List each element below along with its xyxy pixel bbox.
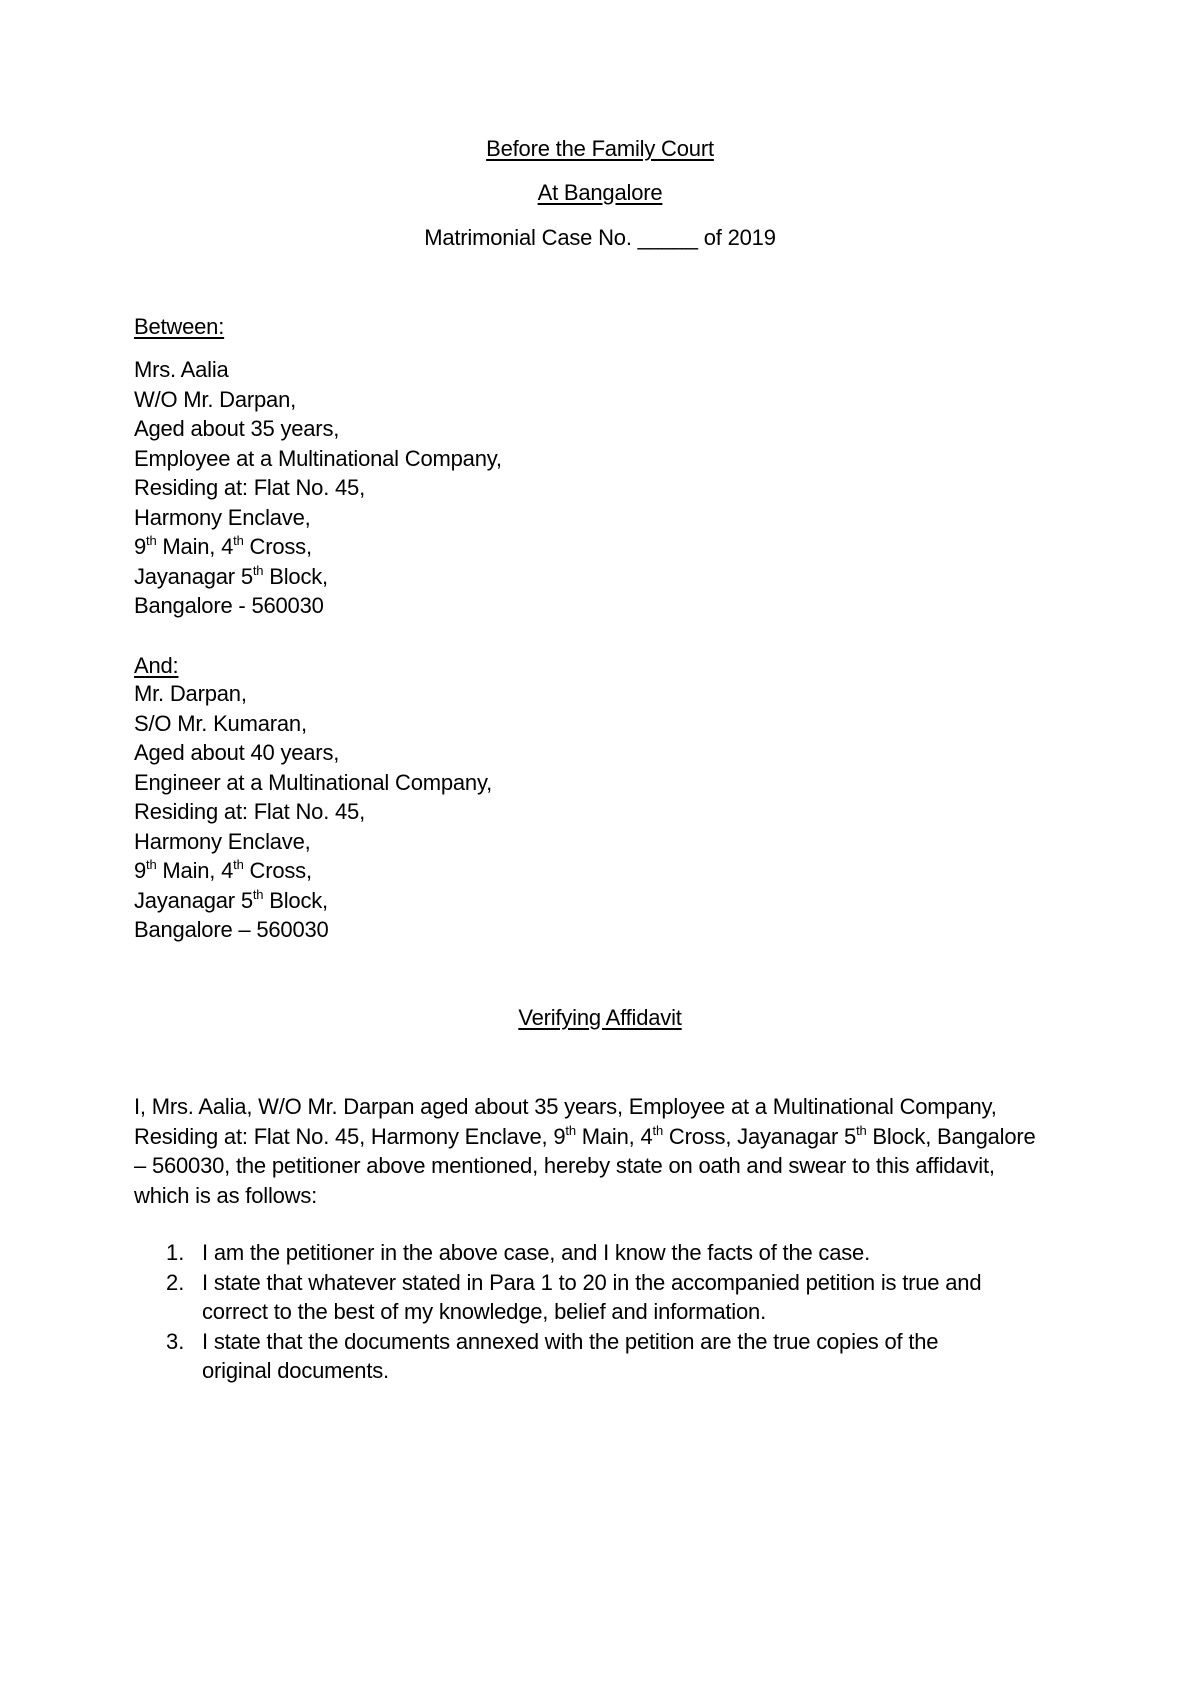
statement-text: I state that whatever stated in Para 1 to 20 in the accompanied petition is true and [202, 1269, 982, 1295]
statement-text: original documents. [202, 1358, 389, 1383]
intro-line [134, 1152, 995, 1180]
text-segment: Residing at: Flat No. 45, Harmony Enclave, 9 [134, 1123, 566, 1149]
respondent-line [134, 916, 329, 944]
petitioner-line [134, 563, 328, 591]
statement-text: correct to the best of my knowledge, belief and information. [202, 1299, 766, 1324]
intro-line [134, 1182, 317, 1210]
statement-text: I state that the documents annexed with the petition are the true copies of the [202, 1328, 939, 1354]
ordinal-suffix: th [856, 1122, 867, 1138]
text-segment: Cross, Jayanagar 5 [662, 1123, 857, 1149]
case-number-line [0, 224, 1200, 252]
text-segment: – 560030, the petitioner above mentioned, hereby state on oath and swear to this affidavit, [134, 1153, 995, 1178]
court-heading [0, 135, 1200, 163]
text-segment: Bangalore – 560030 [134, 917, 329, 942]
case-number-blank: _____ [637, 225, 698, 250]
respondent-line [134, 798, 365, 826]
ordinal-suffix: th [146, 857, 157, 872]
ordinal-suffix: th [233, 857, 244, 872]
text-segment: Main, 4 [575, 1123, 653, 1149]
court-heading-text: Before the Family Court [486, 136, 714, 161]
text-segment: Aged about 35 years, [134, 416, 340, 441]
ordinal-suffix: th [652, 1122, 663, 1138]
petitioner-line [134, 386, 296, 414]
between-heading-text: Between: [134, 314, 225, 339]
text-segment: Aged about 40 years, [134, 740, 340, 765]
ordinal-suffix: th [252, 562, 264, 578]
respondent-line [134, 739, 339, 767]
statement-number: 2. [166, 1269, 185, 1295]
text-segment: Residing at: Flat No. 45, [134, 475, 366, 500]
intro-line [134, 1093, 997, 1121]
petitioner-line [134, 474, 365, 502]
text-segment: Jayanagar 5 [134, 563, 253, 589]
petitioner-line [134, 356, 229, 384]
ordinal-suffix: th [252, 886, 264, 902]
statement-number: 1. [166, 1240, 185, 1265]
respondent-line [134, 769, 492, 797]
text-segment: which is as follows: [134, 1182, 318, 1208]
text-segment: 9 [134, 858, 147, 883]
text-segment: Mrs. Aalia [134, 357, 229, 382]
between-heading [134, 313, 224, 341]
text-segment: Block, [263, 563, 328, 589]
text-segment: 9 [134, 534, 147, 559]
text-segment: Engineer at a Multinational Company, [134, 769, 493, 795]
affidavit-title [0, 1004, 1200, 1032]
text-segment: W/O Mr. Darpan, [134, 386, 297, 412]
text-segment: Bangalore - 560030 [134, 593, 324, 618]
text-segment: Residing at: Flat No. 45, [134, 799, 366, 824]
respondent-line [134, 828, 311, 856]
case-year: of 2019 [697, 225, 776, 250]
text-segment: Harmony Enclave, [134, 504, 311, 530]
statement-text: I am the petitioner in the above case, and I know the facts of the case. [202, 1240, 871, 1265]
ordinal-suffix: th [565, 1122, 576, 1138]
intro-line [134, 1123, 1036, 1151]
petitioner-line [134, 445, 502, 473]
petitioner-line [134, 415, 339, 443]
text-segment: Block, Bangalore [866, 1123, 1036, 1149]
petitioner-line [134, 504, 311, 532]
and-heading-text: And: [134, 653, 179, 678]
respondent-line [134, 887, 328, 915]
text-segment: I, Mrs. Aalia, W/O Mr. Darpan aged about 35 years, Employee at a Multinational Company, [134, 1094, 997, 1119]
ordinal-suffix: th [146, 533, 157, 548]
petitioner-line [134, 533, 312, 561]
text-segment: Mr. Darpan, [134, 681, 247, 706]
respondent-line [134, 680, 247, 708]
text-segment: Employee at a Multinational Company, [134, 445, 502, 471]
text-segment: S/O Mr. Kumaran, [134, 710, 307, 736]
statement-number: 3. [166, 1328, 185, 1354]
text-segment: Harmony Enclave, [134, 828, 311, 854]
petitioner-line [134, 592, 324, 620]
case-prefix: Matrimonial Case No. [424, 225, 638, 250]
and-heading [134, 652, 178, 680]
text-segment: Cross, [243, 858, 312, 883]
respondent-line [134, 710, 307, 738]
text-segment: Block, [263, 887, 328, 913]
text-segment: Cross, [243, 534, 312, 559]
ordinal-suffix: th [233, 533, 244, 548]
text-segment: Main, 4 [156, 534, 234, 559]
court-location [0, 179, 1200, 207]
text-segment: Main, 4 [156, 858, 234, 883]
text-segment: Jayanagar 5 [134, 887, 253, 913]
court-location-text: At Bangalore [537, 180, 663, 205]
respondent-line [134, 857, 312, 885]
affidavit-title-text: Verifying Affidavit [518, 1005, 682, 1030]
